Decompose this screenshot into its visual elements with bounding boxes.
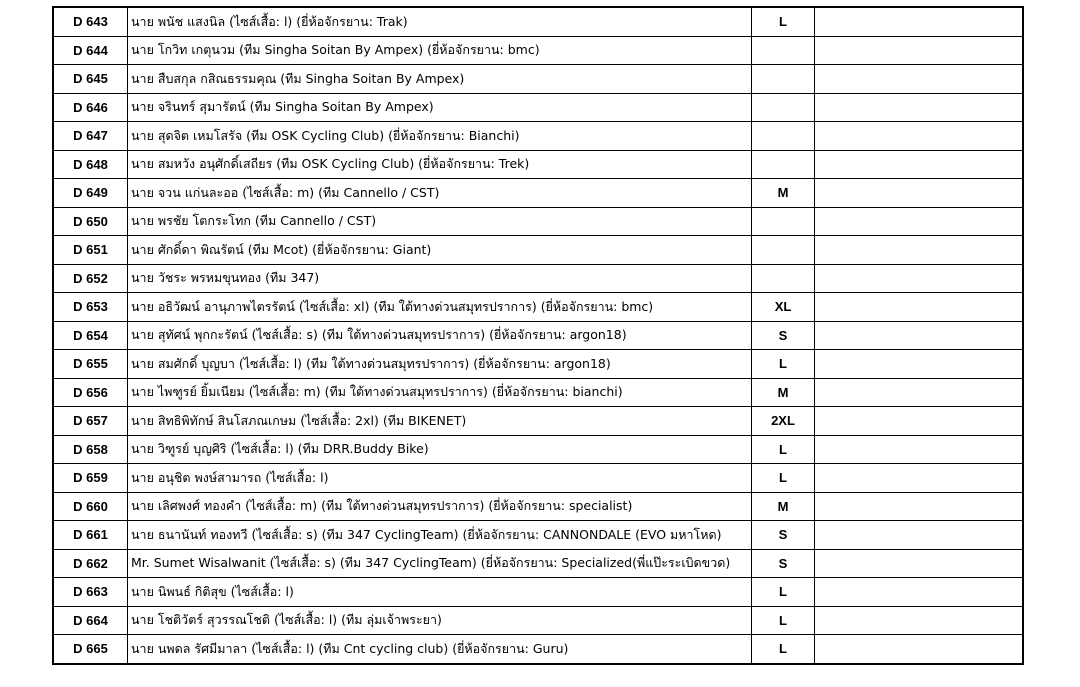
note-cell xyxy=(815,321,1024,350)
shirt-size-cell xyxy=(752,36,815,65)
table-row xyxy=(53,93,1023,122)
table-row xyxy=(53,236,1023,265)
bib-number-cell: D 652 xyxy=(53,264,128,293)
bib-number-cell: D 658 xyxy=(53,435,128,464)
note-cell xyxy=(815,464,1024,493)
table-row xyxy=(53,492,1023,521)
note-cell xyxy=(815,578,1024,607)
table-row xyxy=(53,293,1023,322)
note-cell xyxy=(815,264,1024,293)
bib-number-cell: D 656 xyxy=(53,378,128,407)
participant-name-cell: นาย สืบสกุล กสิณธรรมคุณ (ทีม Singha Soitan By Ampex) xyxy=(128,65,752,94)
bib-number-cell: D 648 xyxy=(53,150,128,179)
bib-number-cell: D 657 xyxy=(53,407,128,436)
shirt-size-cell: S xyxy=(752,549,815,578)
note-cell xyxy=(815,635,1024,664)
participant-name-cell: นาย โกวิท เกตุนวม (ทีม Singha Soitan By Ampex) (ยี่ห้อจักรยาน: bmc) xyxy=(128,36,752,65)
shirt-size-cell: L xyxy=(752,350,815,379)
shirt-size-cell: S xyxy=(752,321,815,350)
participant-name-cell: นาย เลิศพงศ์ ทองคำ (ไซส์เสื้อ: m) (ทีม ใต้ทางด่วนสมุทรปราการ) (ยี่ห้อจักรยาน: specialist) xyxy=(128,492,752,521)
table-row xyxy=(53,464,1023,493)
shirt-size-cell: L xyxy=(752,578,815,607)
table-row xyxy=(53,150,1023,179)
note-cell xyxy=(815,150,1024,179)
shirt-size-cell xyxy=(752,93,815,122)
note-cell xyxy=(815,179,1024,208)
bib-number-cell: D 654 xyxy=(53,321,128,350)
participant-name-cell: นาย สุทัศน์ พุกกะรัตน์ (ไซส์เสื้อ: s) (ทีม ใต้ทางด่วนสมุทรปราการ) (ยี่ห้อจักรยาน: argon18) xyxy=(128,321,752,350)
bib-number-cell: D 646 xyxy=(53,93,128,122)
shirt-size-cell xyxy=(752,207,815,236)
shirt-size-cell xyxy=(752,236,815,265)
participant-name-cell: นาย จรินทร์ สุมารัตน์ (ทีม Singha Soitan By Ampex) xyxy=(128,93,752,122)
participant-name-cell: นาย วิฑูรย์ บุญศิริ (ไซส์เสื้อ: l) (ทีม DRR.Buddy Bike) xyxy=(128,435,752,464)
note-cell xyxy=(815,521,1024,550)
bib-number-cell: D 663 xyxy=(53,578,128,607)
note-cell xyxy=(815,606,1024,635)
table-row xyxy=(53,635,1023,664)
bib-number-cell: D 649 xyxy=(53,179,128,208)
note-cell xyxy=(815,407,1024,436)
table-row xyxy=(53,435,1023,464)
bib-number-cell: D 659 xyxy=(53,464,128,493)
participant-name-cell: นาย วัชระ พรหมขุนทอง (ทีม 347) xyxy=(128,264,752,293)
participant-name-cell: นาย จวน แก่นละออ (ไซส์เสื้อ: m) (ทีม Cannello / CST) xyxy=(128,179,752,208)
shirt-size-cell xyxy=(752,264,815,293)
bib-number-cell: D 644 xyxy=(53,36,128,65)
table-row xyxy=(53,407,1023,436)
table-row xyxy=(53,578,1023,607)
note-cell xyxy=(815,93,1024,122)
bib-number-cell: D 660 xyxy=(53,492,128,521)
bib-number-cell: D 643 xyxy=(53,7,128,36)
participant-name-cell: นาย สมศักดิ์ บุญบา (ไซส์เสื้อ: l) (ทีม ใต้ทางด่วนสมุทรปราการ) (ยี่ห้อจักรยาน: argon18) xyxy=(128,350,752,379)
shirt-size-cell: XL xyxy=(752,293,815,322)
participant-name-cell: นาย พนัช แสงนิล (ไซส์เสื้อ: l) (ยี่ห้อจักรยาน: Trak) xyxy=(128,7,752,36)
table-row xyxy=(53,207,1023,236)
participant-name-cell: นาย ธนานันท์ ทองทวี (ไซส์เสื้อ: s) (ทีม 347 CyclingTeam) (ยี่ห้อจักรยาน: CANNONDALE (EVO มหาโหด) xyxy=(128,521,752,550)
note-cell xyxy=(815,7,1024,36)
participant-name-cell: นาย สมหวัง อนุศักดิ์เสถียร (ทีม OSK Cycling Club) (ยี่ห้อจักรยาน: Trek) xyxy=(128,150,752,179)
table-row xyxy=(53,350,1023,379)
shirt-size-cell: M xyxy=(752,492,815,521)
shirt-size-cell: M xyxy=(752,378,815,407)
note-cell xyxy=(815,122,1024,151)
shirt-size-cell xyxy=(752,122,815,151)
note-cell xyxy=(815,378,1024,407)
bib-number-cell: D 651 xyxy=(53,236,128,265)
table-row xyxy=(53,521,1023,550)
shirt-size-cell: 2XL xyxy=(752,407,815,436)
shirt-size-cell: L xyxy=(752,635,815,664)
participant-name-cell: นาย อธิวัฒน์ อานุภาพไตรรัตน์ (ไซส์เสื้อ: xl) (ทีม ใต้ทางด่วนสมุทรปราการ) (ยี่ห้อจักรยาน: bmc) xyxy=(128,293,752,322)
shirt-size-cell: L xyxy=(752,606,815,635)
note-cell xyxy=(815,207,1024,236)
bib-number-cell: D 650 xyxy=(53,207,128,236)
note-cell xyxy=(815,492,1024,521)
participant-name-cell: นาย พรชัย โตกระโทก (ทีม Cannello / CST) xyxy=(128,207,752,236)
shirt-size-cell: L xyxy=(752,7,815,36)
shirt-size-cell xyxy=(752,65,815,94)
table-row xyxy=(53,264,1023,293)
note-cell xyxy=(815,435,1024,464)
shirt-size-cell: M xyxy=(752,179,815,208)
table-row xyxy=(53,179,1023,208)
bib-number-cell: D 647 xyxy=(53,122,128,151)
bib-number-cell: D 661 xyxy=(53,521,128,550)
shirt-size-cell: L xyxy=(752,464,815,493)
participant-name-cell: นาย ศักดิ์ดา พิณรัตน์ (ทีม Mcot) (ยี่ห้อจักรยาน: Giant) xyxy=(128,236,752,265)
participant-name-cell: นาย โชติวัตร์ สุวรรณโชติ (ไซส์เสื้อ: l) (ทีม ลุ่มเจ้าพระยา) xyxy=(128,606,752,635)
note-cell xyxy=(815,236,1024,265)
participant-name-cell: นาย สิทธิพิทักษ์ สินโสภณเกษม (ไซส์เสื้อ: 2xl) (ทีม BIKENET) xyxy=(128,407,752,436)
table-row xyxy=(53,122,1023,151)
participant-name-cell: นาย นพดล รัศมีมาลา (ไซส์เสื้อ: l) (ทีม Cnt cycling club) (ยี่ห้อจักรยาน: Guru) xyxy=(128,635,752,664)
bib-number-cell: D 645 xyxy=(53,65,128,94)
bib-number-cell: D 653 xyxy=(53,293,128,322)
participant-name-cell: นาย สุดจิต เหมโสรัจ (ทีม OSK Cycling Club) (ยี่ห้อจักรยาน: Bianchi) xyxy=(128,122,752,151)
table-row xyxy=(53,7,1023,36)
bib-number-cell: D 655 xyxy=(53,350,128,379)
shirt-size-cell xyxy=(752,150,815,179)
bib-number-cell: D 664 xyxy=(53,606,128,635)
table-row xyxy=(53,36,1023,65)
participant-table xyxy=(52,6,1024,665)
participant-name-cell: นาย ไพฑูรย์ ยิ้มเนียม (ไซส์เสื้อ: m) (ทีม ใต้ทางด่วนสมุทรปราการ) (ยี่ห้อจักรยาน: bianchi) xyxy=(128,378,752,407)
bib-number-cell: D 665 xyxy=(53,635,128,664)
bib-number-cell: D 662 xyxy=(53,549,128,578)
note-cell xyxy=(815,36,1024,65)
table-row xyxy=(53,549,1023,578)
participant-name-cell: นาย อนุชิต พงษ์สามารถ (ไซส์เสื้อ: l) xyxy=(128,464,752,493)
table-row xyxy=(53,321,1023,350)
table-row xyxy=(53,606,1023,635)
participant-table-body xyxy=(53,7,1023,664)
table-row xyxy=(53,378,1023,407)
note-cell xyxy=(815,350,1024,379)
participant-name-cell: Mr. Sumet Wisalwanit (ไซส์เสื้อ: s) (ทีม 347 CyclingTeam) (ยี่ห้อจักรยาน: Specialized(พี่แป๊ะระเบิดขวด) xyxy=(128,549,752,578)
table-row xyxy=(53,65,1023,94)
participant-name-cell: นาย นิพนธ์ กิติสุข (ไซส์เสื้อ: l) xyxy=(128,578,752,607)
note-cell xyxy=(815,65,1024,94)
note-cell xyxy=(815,293,1024,322)
shirt-size-cell: S xyxy=(752,521,815,550)
note-cell xyxy=(815,549,1024,578)
shirt-size-cell: L xyxy=(752,435,815,464)
